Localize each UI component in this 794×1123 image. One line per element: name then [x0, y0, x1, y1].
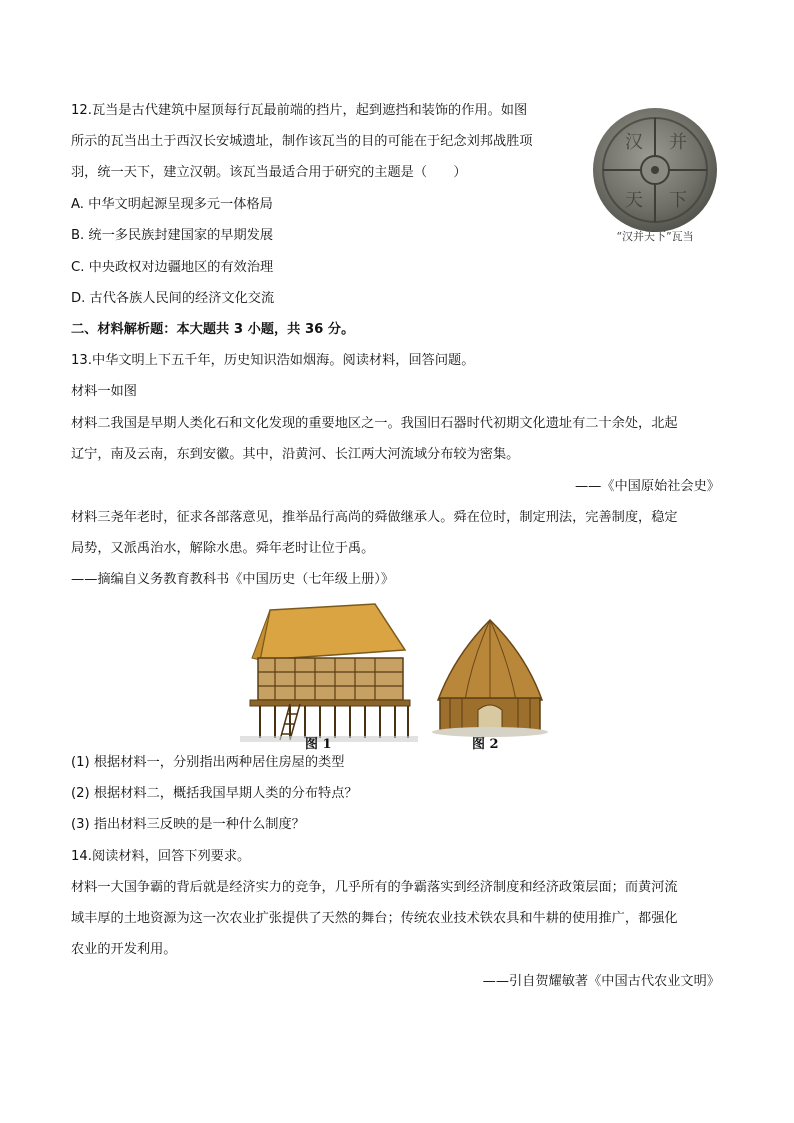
q14-material-1-line-1: 材料一大国争霸的背后就是经济实力的竞争，几乎所有的争霸落实到经济制度和经济政策层面；而黄河流 [71, 880, 678, 895]
q13-subquestion-2: (2) 根据材料二，概括我国早期人类的分布特点？ [71, 786, 358, 801]
q12-option-b: B. 统一多民族封建国家的早期发展 [71, 228, 274, 243]
q13-subquestion-3: (3) 指出材料三反映的是一种什么制度？ [71, 817, 305, 832]
q13-subquestion-1: (1) 根据材料一，分别指出两种居住房屋的类型 [71, 755, 345, 770]
q14-material-1-line-3: 农业的开发利用。 [71, 942, 177, 957]
tile-char-3: 天 [625, 190, 643, 211]
q13-material-2-source: ——《中国原始社会史》 [574, 479, 720, 494]
q13-material-2-line-1: 材料二我国是早期人类化石和文化发现的重要地区之一。我国旧石器时代初期文化遗址有二十余处，北起 [71, 416, 678, 431]
tile-char-4: 下 [669, 190, 687, 211]
q13-material-3-source: ——摘编自义务教育教科书《中国历史（七年级上册）》 [71, 572, 395, 587]
q12-stem-line-3: 羽，统一天下，建立汉朝。该瓦当最适合用于研究的主题是（ ） [71, 165, 467, 180]
stilt-house-illustration [240, 604, 418, 742]
q13-material-3-line-1: 材料三尧年老时，征求各部落意见，推举品行高尚的舜做继承人。舜在位时，制定刑法，完善制度，稳定 [71, 510, 678, 525]
q12-stem-line-2: 所示的瓦当出土于西汉长安城遗址，制作该瓦当的目的可能在于纪念刘邦战胜项 [71, 134, 533, 149]
q13-material-1: 材料一如图 [71, 384, 137, 399]
q14-material-1-line-2: 域丰厚的土地资源为这一次农业扩张提供了天然的舞台；传统农业技术铁农具和牛耕的使用推广，都强化 [71, 911, 678, 926]
q13-material-2-line-2: 辽宁，南及云南，东到安徽。其中，沿黄河、长江两大河流域分布较为密集。 [71, 447, 520, 462]
figure-2-label: 图 2 [472, 737, 499, 752]
q12-stem-line-1: 12.瓦当是古代建筑中屋顶每行瓦最前端的挡片，起到遮挡和装饰的作用。如图 [71, 103, 528, 118]
q13-material-3-line-2: 局势，又派禹治水，解除水患。舜年老时让位于禹。 [71, 541, 375, 556]
tile-char-2: 并 [669, 132, 687, 153]
tile-figure-caption: “汉并天下”瓦当 [616, 230, 694, 243]
q14-material-1-source: ——引自贺耀敏著《中国古代农业文明》 [482, 974, 720, 989]
section-heading: 二、材料解析题：本大题共 3 小题，共 36 分。 [71, 322, 355, 337]
q13-stem: 13.中华文明上下五千年，历史知识浩如烟海。阅读材料，回答问题。 [71, 353, 475, 368]
q12-option-c: C. 中央政权对边疆地区的有效治理 [71, 260, 274, 275]
q12-option-d: D. 古代各族人民间的经济文化交流 [71, 291, 275, 306]
q12-option-a: A. 中华文明起源呈现多元一体格局 [71, 197, 273, 212]
q14-stem: 14.阅读材料，回答下列要求。 [71, 849, 251, 864]
figure-1-label: 图 1 [305, 737, 332, 752]
houses-figure [240, 600, 560, 750]
round-hut-illustration [432, 620, 548, 737]
tile-char-1: 汉 [625, 132, 643, 153]
